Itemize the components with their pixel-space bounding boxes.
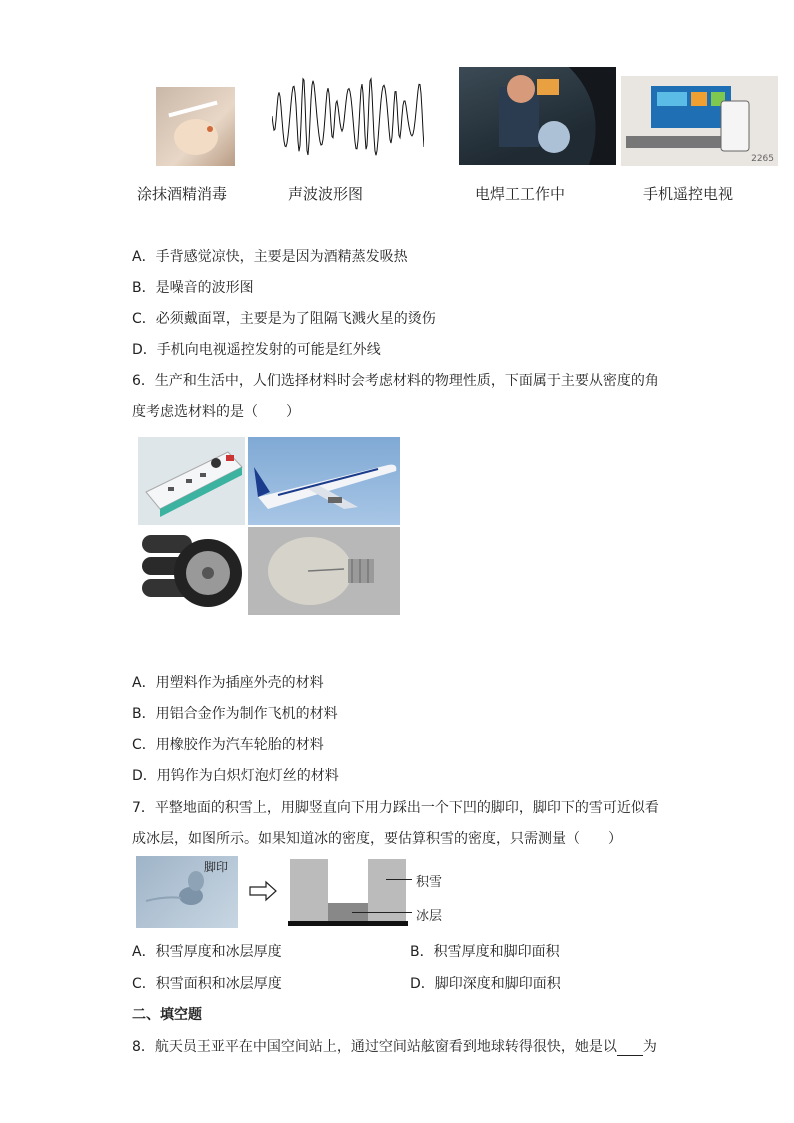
ice-leader-line [352, 912, 412, 913]
q7-option-b: B．积雪厚度和脚印面积 [410, 944, 560, 960]
q6-option-d: D．用钨作为白炽灯泡灯丝的材料 [132, 768, 339, 784]
q6-stem-line2: 度考虑选材料的是（ ） [132, 404, 300, 420]
q5-option-d: D．手机向电视遥控发射的可能是红外线 [132, 342, 381, 358]
q7-option-a: A．积雪厚度和冰层厚度 [132, 944, 282, 960]
caption-welder: 电焊工工作中 [475, 185, 566, 203]
label-ice: 冰层 [416, 909, 443, 924]
welder-photo [459, 67, 616, 165]
q6-option-b: B．用铝合金作为制作飞机的材料 [132, 706, 338, 722]
snow-ice-diagram [288, 857, 408, 933]
image-watermark: 2265 [751, 154, 774, 164]
waveform-line [272, 79, 424, 156]
q7-stem-line2: 成冰层，如图所示。如果知道冰的密度，要估算积雪的密度，只需测量（ ） [132, 831, 622, 847]
section-title: 二、填空题 [132, 1007, 202, 1023]
q8-text-after: 为 [642, 1039, 657, 1055]
q5-option-a: A．手背感觉凉快，主要是因为酒精蒸发吸热 [132, 249, 408, 265]
q5-option-c: C．必须戴面罩，主要是为了阻隔飞溅火星的烫伤 [132, 311, 436, 327]
footprint-label: 脚印 [204, 860, 229, 874]
q7-option-d: D．脚印深度和脚印面积 [410, 976, 561, 992]
q8-text [132, 1036, 657, 1056]
caption-alcohol: 涂抹酒精消毒 [137, 185, 228, 203]
q5-option-b: B．是噪音的波形图 [132, 280, 254, 296]
q6-option-c: C．用橡胶作为汽车轮胎的材料 [132, 737, 324, 753]
snow-leader-line [386, 879, 412, 880]
sound-waveform-figure [272, 76, 424, 156]
q6-option-a: A．用塑料作为插座外壳的材料 [132, 675, 324, 691]
light-bulb-photo [248, 527, 400, 615]
q7-option-c: C．积雪面积和冰层厚度 [132, 976, 282, 992]
alcohol-disinfect-photo [156, 87, 235, 166]
q8-text-before: 8．航天员王亚平在中国空间站上，通过空间站舷窗看到地球转得很快，她是以 [132, 1039, 617, 1055]
power-strip-photo [138, 437, 245, 525]
label-snow: 积雪 [416, 875, 443, 890]
q7-stem-line1: 7．平整地面的积雪上，用脚竖直向下用力踩出一个下凹的脚印，脚印下的雪可近似看 [132, 800, 659, 816]
caption-waveform: 声波波形图 [288, 185, 364, 203]
arrow-icon [248, 880, 278, 906]
q6-stem-line1: 6．生产和生活中，人们选择材料时会考虑材料的物理性质，下面属于主要从密度的角 [132, 373, 659, 389]
footprint-photo [136, 856, 238, 928]
caption-phone-tv: 手机遥控电视 [643, 185, 734, 203]
answer-blank [617, 1041, 643, 1056]
tires-photo [138, 527, 245, 615]
airplane-photo [248, 437, 400, 525]
phone-remote-tv-photo [621, 76, 778, 166]
